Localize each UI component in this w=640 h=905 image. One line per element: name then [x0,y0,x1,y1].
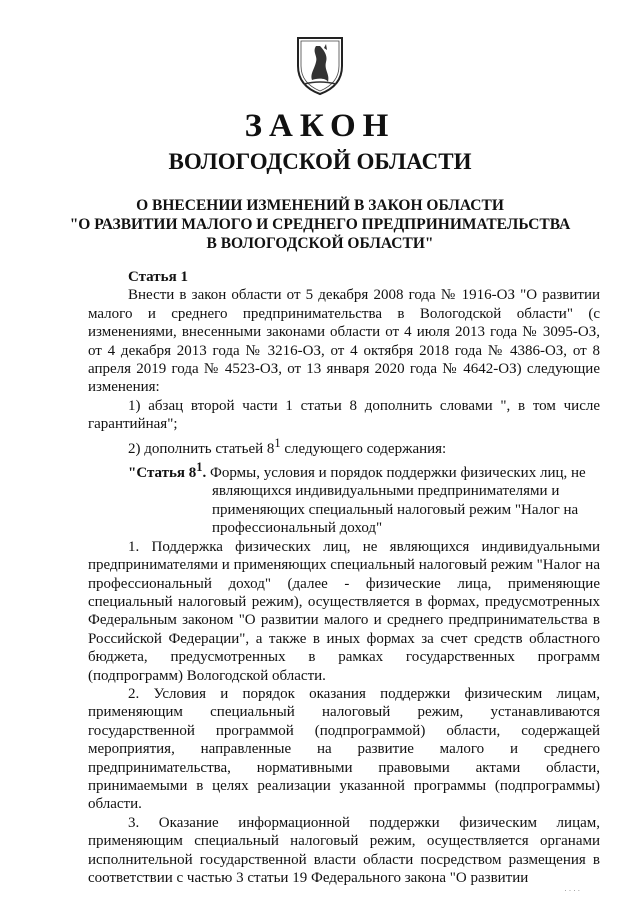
paragraph-3: 3. Оказание информационной поддержки физическим лицам, применяющим специальный налоговый режим, осуществляется органами исполнительной государственной власти области посредством размещения в соответствии с частью 3 статьи 19 Федерального закона "О развитии [88,814,600,886]
article-8-1-title: Формы, условия и порядок поддержки физических лиц, не являющихся индивидуальными предпринимателями и применяющих специальный налоговый режим "Налог на профессиональный доход" [206,465,586,537]
subject-line: "О РАЗВИТИИ МАЛОГО И СРЕДНЕГО ПРЕДПРИНИМАТЕЛЬСТВА [69,216,571,233]
article-label: Статья 8 [136,465,197,482]
article-1-heading: Статья 1 [128,269,188,285]
subject-line: О ВНЕСЕНИИ ИЗМЕНЕНИЙ В ЗАКОН ОБЛАСТИ [136,197,504,214]
article-8-1-label [128,460,207,482]
law-subject [60,196,580,253]
item-2-text: 2) дополнить статьей 8 [128,440,275,457]
law-title: ЗАКОН [244,108,396,144]
scan-footer-mark: · · · · [564,887,580,895]
document-body [88,268,600,887]
article-label-dot: . [202,465,207,482]
coat-of-arms-emblem-icon [296,36,344,96]
article-label-superscript: 1 [196,460,203,475]
amendment-item-2 [88,434,600,458]
paragraph-1: 1. Поддержка физических лиц, не являющихся индивидуальными предпринимателями и применяющих специальный налоговый режим "Налог на профессиональный доход" (далее - физические лица, применяющие специальный налоговый режим), осуществляется в формах, предусмотренных Федеральным законом "О развитии малого и среднего предпринимательства в Российской Федерации", а также в иных формах за счет средств областного бюджета, предусмотренных в рамках государственных программ (подпрограмм) Вологодской области. [88,538,600,684]
article-1-intro: Внести в закон области от 5 декабря 2008 года № 1916-ОЗ "О развитии малого и среднего предпринимательства в Вологодской области" (с изменениями, внесенными законами области от 4 июля 2013 года № 3095-ОЗ, от 4 декабря 2013 года № 3216-ОЗ, от 4 октября 2018 года № 4386-ОЗ, от 8 апреля 2019 года № 4523-ОЗ, от 13 января 2020 года № 4642-ОЗ) следующие изменения: [88,287,600,396]
amendment-item-1: 1) абзац второй части 1 статьи 8 дополнить словами ", в том числе гарантийная"; [88,397,600,433]
subject-line: В ВОЛОГОДСКОЙ ОБЛАСТИ" [206,235,434,252]
paragraph-2: 2. Условия и порядок оказания поддержки физическим лицам, применяющим специальный налоговый режим, устанавливаются государственной программой (подпрограммой) области, содержащей мероприятия, направленные на развитие малого и среднего предпринимательства, нормативными правовыми актами области, принимаемыми в целях реализации указанной программы (подпрограммы) области. [88,685,600,813]
quote-open: " [128,465,137,482]
item-2-superscript: 1 [274,435,281,450]
article-8-1-heading [128,458,600,538]
region-name: ВОЛОГОДСКОЙ ОБЛАСТИ [168,149,472,174]
item-2-tail: следующего содержания: [280,440,447,457]
